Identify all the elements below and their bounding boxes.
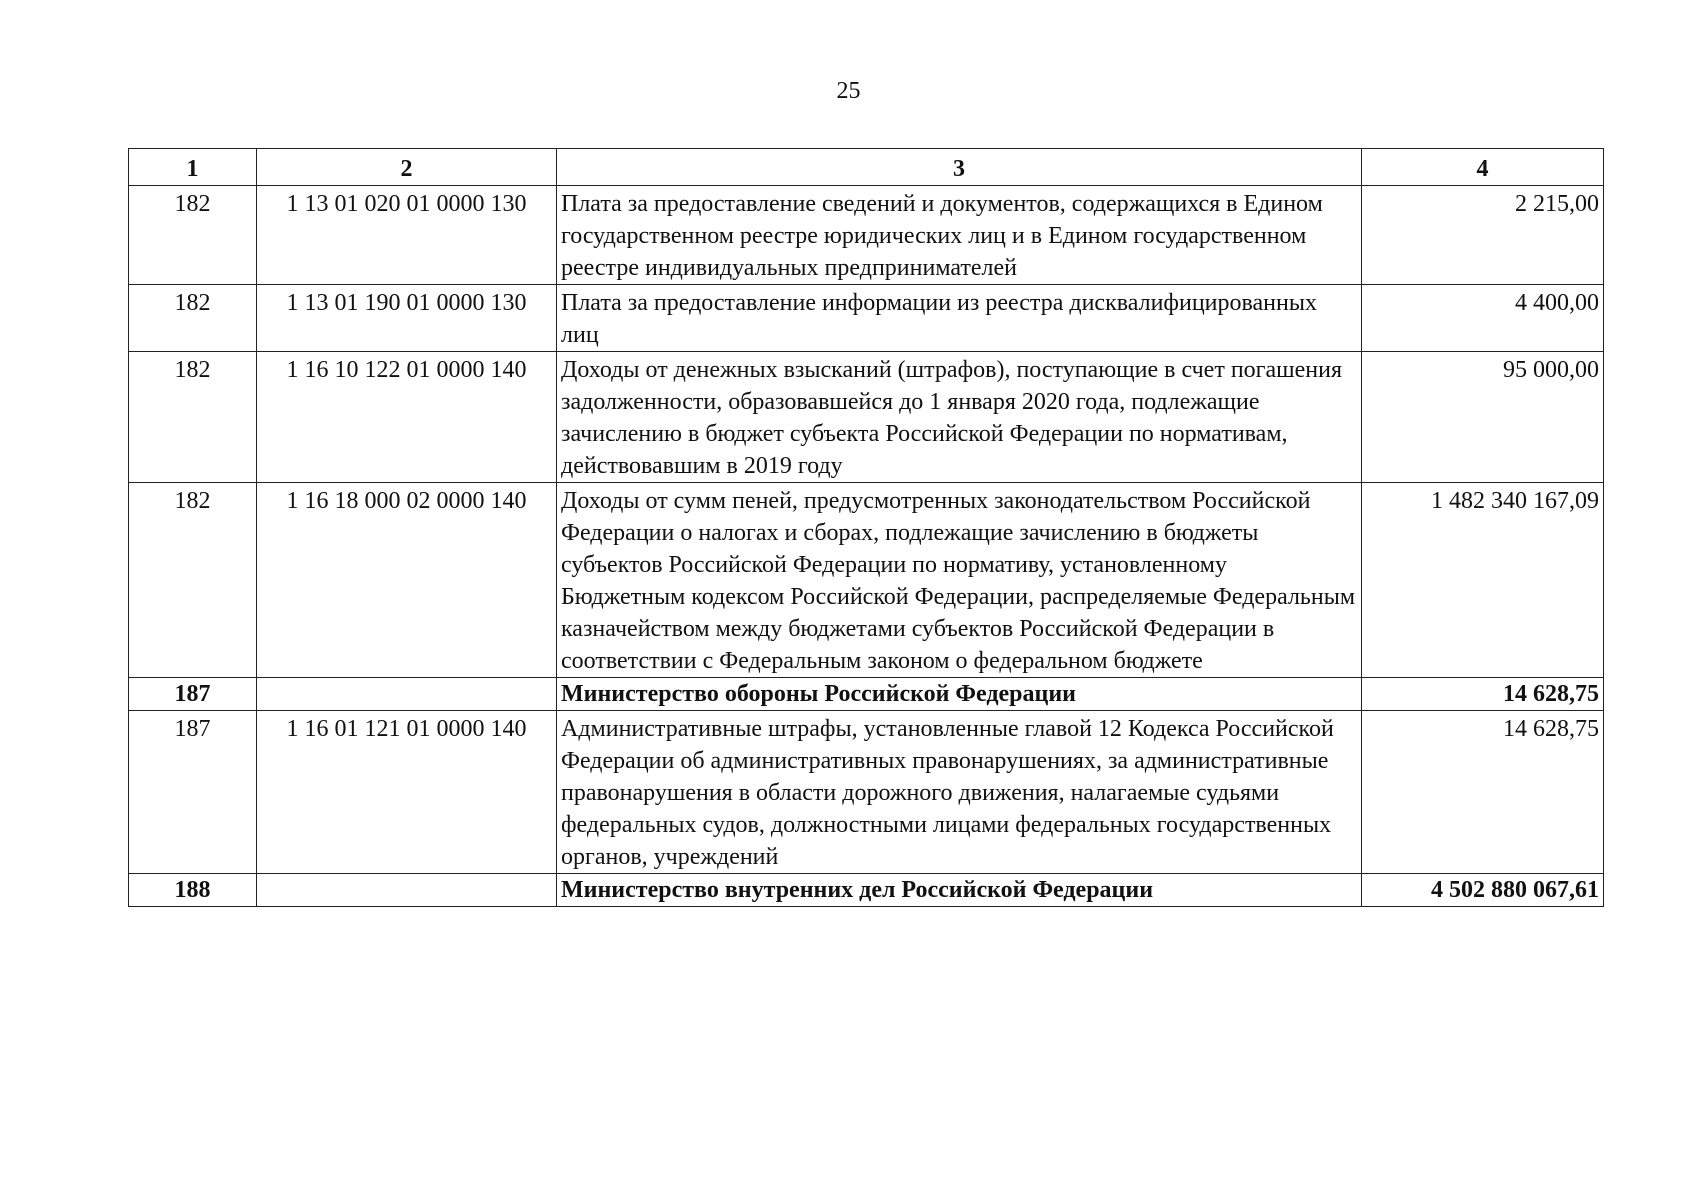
revenue-name: Доходы от денежных взысканий (штрафов), поступающие в счет погашения задолженности, образовавшейся до 1 января 2020 года, подлежащие зачислению в бюджет субъекта Российской Федерации по нормативам, действовавшим в 2019 году — [557, 352, 1362, 483]
revenue-name: Доходы от сумм пеней, предусмотренных законодательством Российской Федерации о налогах и сборах, подлежащие зачислению в бюджеты субъектов Российской Федерации по нормативу, установленному Бюджетным кодексом Российской Федерации, распределяемые Федеральным казначейством между бюджетами субъектов Российской Федерации в соответствии с Федеральным законом о федеральном бюджете — [557, 483, 1362, 678]
ministry-total-row — [129, 874, 1604, 907]
admin-code: 182 — [129, 352, 257, 483]
ministry-name: Министерство обороны Российской Федерации — [557, 678, 1362, 711]
table-row — [129, 711, 1604, 874]
table-row — [129, 352, 1604, 483]
page-number: 25 — [836, 78, 861, 104]
ministry-total-row — [129, 678, 1604, 711]
admin-code: 187 — [129, 711, 257, 874]
admin-code: 182 — [129, 285, 257, 352]
admin-code: 187 — [129, 678, 257, 711]
revenue-name: Плата за предоставление информации из реестра дисквалифицированных лиц — [557, 285, 1362, 352]
budget-classification-code — [257, 678, 557, 711]
amount: 14 628,75 — [1362, 711, 1604, 874]
admin-code: 182 — [129, 483, 257, 678]
budget-classification-code: 1 16 10 122 01 0000 140 — [257, 352, 557, 483]
revenue-name: Административные штрафы, установленные главой 12 Кодекса Российской Федерации об административных правонарушениях, за административные правонарушения в области дорожного движения, налагаемые судьями федеральных судов, должностными лицами федеральных государственных органов, учреждений — [557, 711, 1362, 874]
amount: 1 482 340 167,09 — [1362, 483, 1604, 678]
header-col-3: 3 — [557, 149, 1362, 186]
header-col-2: 2 — [257, 149, 557, 186]
table-body — [129, 186, 1604, 907]
ministry-total-amount: 4 502 880 067,61 — [1362, 874, 1604, 907]
admin-code: 188 — [129, 874, 257, 907]
amount: 2 215,00 — [1362, 186, 1604, 285]
table-row — [129, 186, 1604, 285]
table-row — [129, 285, 1604, 352]
budget-classification-code — [257, 874, 557, 907]
header-col-4: 4 — [1362, 149, 1604, 186]
header-row — [129, 149, 1604, 186]
budget-classification-code: 1 13 01 190 01 0000 130 — [257, 285, 557, 352]
budget-classification-code: 1 13 01 020 01 0000 130 — [257, 186, 557, 285]
admin-code: 182 — [129, 186, 257, 285]
header-col-1: 1 — [129, 149, 257, 186]
amount: 95 000,00 — [1362, 352, 1604, 483]
ministry-total-amount: 14 628,75 — [1362, 678, 1604, 711]
revenue-name: Плата за предоставление сведений и документов, содержащихся в Едином государственном реестре юридических лиц и в Едином государственном реестре индивидуальных предпринимателей — [557, 186, 1362, 285]
budget-classification-code: 1 16 18 000 02 0000 140 — [257, 483, 557, 678]
ministry-name: Министерство внутренних дел Российской Федерации — [557, 874, 1362, 907]
revenue-table — [128, 148, 1604, 907]
amount: 4 400,00 — [1362, 285, 1604, 352]
budget-classification-code: 1 16 01 121 01 0000 140 — [257, 711, 557, 874]
table-row — [129, 483, 1604, 678]
